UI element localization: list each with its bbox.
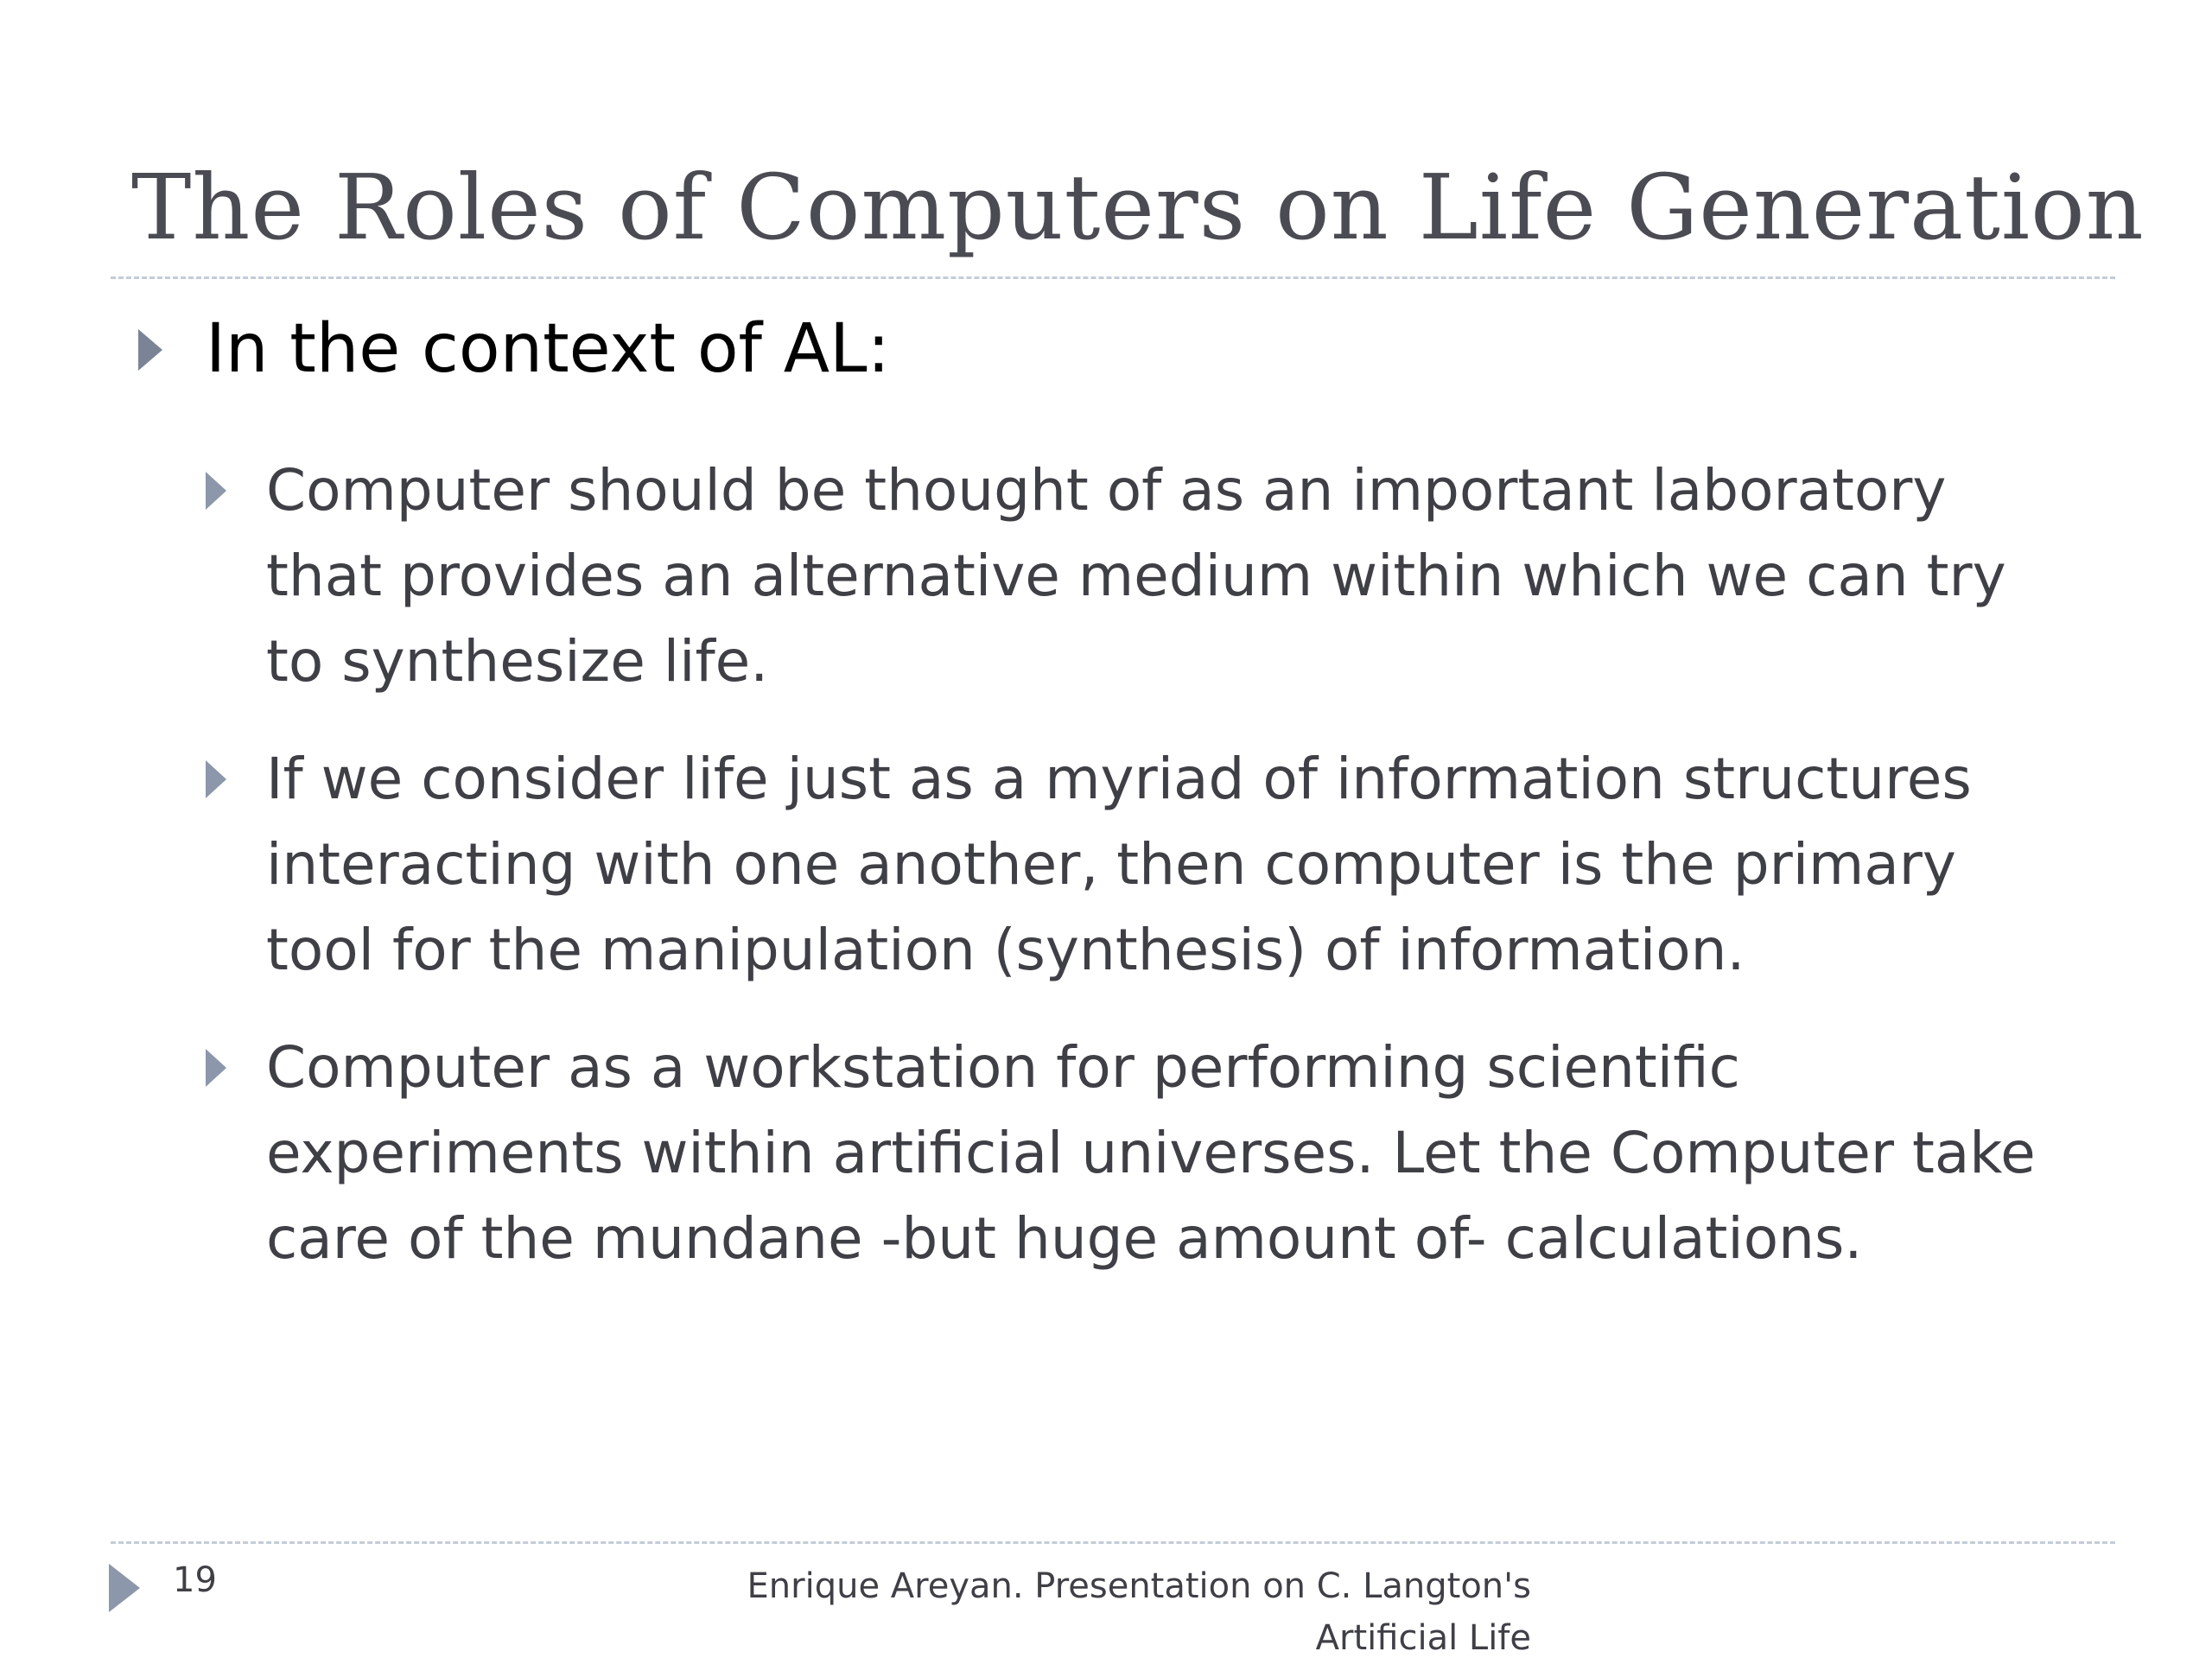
triangle-right-icon (138, 329, 162, 371)
footer-divider (111, 1541, 2115, 1544)
sub-bullet-3-line-3: care of the mundane -but huge amount of- calculations. (266, 1205, 1863, 1272)
triangle-right-icon (206, 1049, 226, 1087)
sub-bullet-2-line-2: interacting with one another, then computer is the primary (266, 831, 1956, 898)
footer-credit-line-1: Enrique Areyan. Presentation on C. Langton's (747, 1566, 1531, 1606)
sub-bullet-3 (266, 1025, 2115, 1281)
sub-bullet-3-line-2: experiments within artificial universes. Let the Computer take (266, 1120, 2036, 1186)
sub-bullet-2-line-3: tool for the manipulation (synthesis) of information. (266, 917, 1745, 983)
sub-bullet-1-line-3: to synthesize life. (266, 628, 769, 695)
sub-bullet-3-line-1: Computer as a workstation for performing scientific (266, 1034, 1740, 1101)
title-divider (111, 276, 2115, 279)
sub-bullet-2-line-1: If we consider life just as a myriad of information structures (266, 746, 1972, 812)
sub-bullet-1 (266, 448, 2115, 704)
triangle-right-icon (206, 472, 226, 510)
sub-bullet-2 (266, 736, 2115, 993)
slide-title: The Roles of Computers on Life Generation (131, 155, 2145, 260)
sub-bullet-1-line-2: that provides an alternative medium within which we can try (266, 543, 2006, 609)
footer-credit (747, 1560, 1531, 1664)
page-number: 19 (173, 1560, 217, 1600)
sub-bullet-1-line-1: Computer should be thought of as an important laboratory (266, 457, 1947, 524)
bullet-main (138, 309, 890, 391)
footer-credit-line-2: Artificial Life (1315, 1618, 1531, 1658)
triangle-right-icon (206, 760, 226, 798)
footer-triangle-icon (109, 1564, 140, 1612)
bullet-main-text: In the context of AL: (206, 310, 890, 388)
